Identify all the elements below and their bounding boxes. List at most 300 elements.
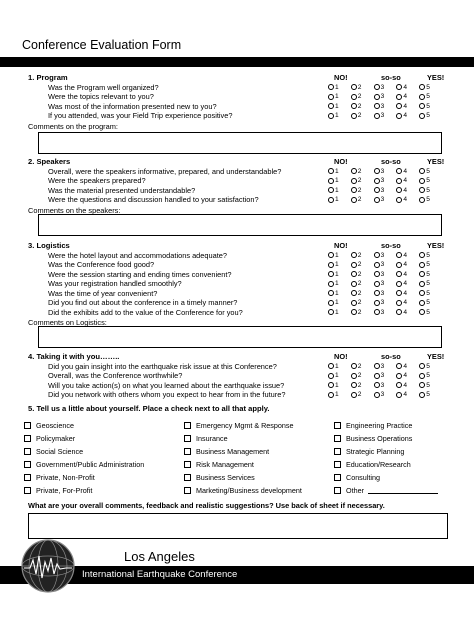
- rating-option-label: 1: [335, 112, 339, 119]
- radio-icon[interactable]: [351, 94, 357, 100]
- radio-icon[interactable]: [396, 392, 402, 398]
- rating-option-4[interactable]: [396, 186, 419, 196]
- radio-icon[interactable]: [328, 309, 334, 315]
- radio-icon[interactable]: [328, 84, 334, 90]
- radio-icon[interactable]: [328, 363, 334, 369]
- radio-icon[interactable]: [351, 84, 357, 90]
- rating-options: [328, 270, 442, 280]
- radio-icon[interactable]: [396, 94, 402, 100]
- checkbox-item[interactable]: [334, 484, 438, 497]
- radio-icon[interactable]: [419, 373, 425, 379]
- checkbox-item[interactable]: [334, 419, 438, 432]
- rating-option-1[interactable]: [328, 298, 351, 308]
- rating-option-3[interactable]: [374, 186, 397, 196]
- rating-option-3[interactable]: [374, 260, 397, 270]
- radio-icon[interactable]: [396, 103, 402, 109]
- radio-icon[interactable]: [351, 252, 357, 258]
- rating-option-label: 4: [403, 280, 408, 287]
- checkbox-item[interactable]: [184, 484, 302, 497]
- rating-option-5[interactable]: [419, 381, 442, 391]
- checkbox-icon[interactable]: [24, 461, 31, 468]
- radio-icon[interactable]: [396, 300, 402, 306]
- rating-option-2[interactable]: [351, 381, 374, 391]
- rating-option-3[interactable]: [374, 381, 397, 391]
- rating-option-label: 3: [380, 299, 385, 306]
- rating-option-3[interactable]: [374, 270, 397, 280]
- checkbox-icon[interactable]: [334, 474, 341, 481]
- radio-icon[interactable]: [351, 392, 357, 398]
- radio-icon[interactable]: [351, 178, 357, 184]
- radio-icon[interactable]: [396, 84, 402, 90]
- rating-option-4[interactable]: [396, 298, 419, 308]
- question-row: [28, 371, 448, 381]
- radio-icon[interactable]: [419, 392, 425, 398]
- rating-option-4[interactable]: [396, 195, 419, 205]
- radio-icon[interactable]: [374, 168, 380, 174]
- radio-icon[interactable]: [351, 197, 357, 203]
- rating-option-2[interactable]: [351, 308, 374, 318]
- rating-options: [328, 308, 442, 318]
- question-row: [28, 111, 448, 121]
- rating-option-label: 2: [357, 308, 362, 316]
- rating-option-1[interactable]: [328, 83, 351, 93]
- rating-option-label: 4: [403, 112, 408, 119]
- section5-heading: 5. Tell us a little about yourself. Place a check next to all that apply.: [28, 404, 270, 413]
- checkbox-item[interactable]: [334, 471, 438, 484]
- rating-option-5[interactable]: [419, 371, 442, 381]
- rating-option-label: 5: [426, 270, 430, 278]
- rating-option-label: 5: [426, 112, 430, 119]
- checkbox-item[interactable]: [24, 484, 144, 497]
- question-text: Was the Program well organized?: [48, 82, 159, 92]
- rating-option-4[interactable]: [396, 279, 419, 289]
- radio-icon[interactable]: [328, 373, 334, 379]
- radio-icon[interactable]: [328, 94, 334, 100]
- rating-option-1[interactable]: [328, 186, 351, 196]
- rating-option-1[interactable]: [328, 102, 351, 112]
- rating-option-1[interactable]: [328, 167, 351, 177]
- rating-option-3[interactable]: [374, 289, 397, 299]
- radio-icon[interactable]: [374, 252, 380, 258]
- radio-icon[interactable]: [328, 178, 334, 184]
- rating-option-label: 4: [403, 391, 408, 398]
- radio-icon[interactable]: [351, 300, 357, 306]
- rating-option-2[interactable]: [351, 83, 374, 93]
- rating-option-3[interactable]: [374, 111, 397, 121]
- question-text: Was the time of year convenient?: [48, 288, 158, 298]
- radio-icon[interactable]: [351, 373, 357, 379]
- rating-option-4[interactable]: [396, 167, 419, 177]
- rating-option-5[interactable]: [419, 176, 442, 186]
- radio-icon[interactable]: [328, 271, 334, 277]
- radio-icon[interactable]: [419, 281, 425, 287]
- radio-icon[interactable]: [396, 252, 402, 258]
- radio-icon[interactable]: [419, 187, 425, 193]
- rating-option-3[interactable]: [374, 279, 397, 289]
- overall-comments-box[interactable]: [28, 513, 448, 539]
- radio-icon[interactable]: [374, 197, 380, 203]
- rating-option-5[interactable]: [419, 279, 442, 289]
- rating-option-label: 5: [426, 391, 430, 398]
- question-text: Will you take action(s) on what you learned about the earthquake issue?: [48, 380, 285, 390]
- radio-icon[interactable]: [328, 197, 334, 203]
- rating-option-4[interactable]: [396, 260, 419, 270]
- checklist-column-1: [24, 419, 144, 497]
- other-write-in-line[interactable]: [368, 487, 438, 494]
- rating-option-5[interactable]: [419, 195, 442, 205]
- rating-option-3[interactable]: [374, 298, 397, 308]
- rating-option-2[interactable]: [351, 298, 374, 308]
- logistics-comments-box[interactable]: [38, 326, 442, 348]
- checkbox-item[interactable]: [184, 471, 302, 484]
- rating-option-4[interactable]: [396, 111, 419, 121]
- radio-icon[interactable]: [419, 363, 425, 369]
- checkbox-icon[interactable]: [24, 422, 31, 429]
- radio-icon[interactable]: [374, 373, 380, 379]
- checkbox-item[interactable]: [24, 458, 144, 471]
- rating-option-2[interactable]: [351, 195, 374, 205]
- checkbox-icon[interactable]: [24, 435, 31, 442]
- checkbox-icon[interactable]: [334, 448, 341, 455]
- question-row: [28, 362, 448, 372]
- rating-option-4[interactable]: [396, 251, 419, 261]
- checkbox-label: Strategic Planning: [346, 447, 405, 456]
- rating-option-2[interactable]: [351, 260, 374, 270]
- radio-icon[interactable]: [374, 178, 380, 184]
- radio-icon[interactable]: [351, 382, 357, 388]
- rating-option-4[interactable]: [396, 102, 419, 112]
- rating-option-2[interactable]: [351, 289, 374, 299]
- checkbox-icon[interactable]: [184, 422, 191, 429]
- rating-option-4[interactable]: [396, 308, 419, 318]
- radio-icon[interactable]: [374, 300, 380, 306]
- rating-option-1[interactable]: [328, 92, 351, 102]
- rating-option-label: 3: [380, 372, 385, 379]
- rating-option-label: 2: [357, 270, 362, 278]
- radio-icon[interactable]: [351, 103, 357, 109]
- radio-icon[interactable]: [396, 363, 402, 369]
- radio-icon[interactable]: [328, 281, 334, 287]
- radio-icon[interactable]: [351, 309, 357, 315]
- rating-option-3[interactable]: [374, 102, 397, 112]
- checkbox-icon[interactable]: [184, 487, 191, 494]
- radio-icon[interactable]: [351, 271, 357, 277]
- rating-option-label: 4: [403, 93, 408, 100]
- rating-option-2[interactable]: [351, 279, 374, 289]
- rating-option-label: 2: [357, 112, 362, 119]
- rating-option-5[interactable]: [419, 390, 442, 400]
- question-text: Were the session starting and ending times convenient?: [48, 269, 232, 279]
- rating-option-5[interactable]: [419, 270, 442, 280]
- checkbox-item[interactable]: [334, 445, 438, 458]
- radio-icon[interactable]: [419, 94, 425, 100]
- radio-icon[interactable]: [374, 271, 380, 277]
- rating-option-5[interactable]: [419, 167, 442, 177]
- radio-icon[interactable]: [374, 187, 380, 193]
- rating-option-label: 1: [335, 186, 339, 194]
- checkbox-icon[interactable]: [334, 435, 341, 442]
- radio-icon[interactable]: [351, 168, 357, 174]
- checkbox-icon[interactable]: [24, 448, 31, 455]
- radio-icon[interactable]: [328, 300, 334, 306]
- radio-icon[interactable]: [351, 262, 357, 268]
- rating-option-5[interactable]: [419, 289, 442, 299]
- rating-option-5[interactable]: [419, 186, 442, 196]
- rating-option-4[interactable]: [396, 390, 419, 400]
- radio-icon[interactable]: [328, 290, 334, 296]
- rating-option-3[interactable]: [374, 390, 397, 400]
- rating-option-2[interactable]: [351, 176, 374, 186]
- rating-option-1[interactable]: [328, 111, 351, 121]
- checkbox-icon[interactable]: [184, 435, 191, 442]
- rating-option-5[interactable]: [419, 308, 442, 318]
- speakers-comments-box[interactable]: [38, 214, 442, 236]
- checkbox-item[interactable]: [24, 471, 144, 484]
- rating-option-4[interactable]: [396, 371, 419, 381]
- rating-option-3[interactable]: [374, 167, 397, 177]
- rating-option-label: 1: [335, 289, 339, 297]
- radio-icon[interactable]: [396, 178, 402, 184]
- rating-option-3[interactable]: [374, 308, 397, 318]
- rating-option-label: 2: [357, 280, 362, 287]
- radio-icon[interactable]: [328, 187, 334, 193]
- rating-option-label: 2: [357, 391, 362, 398]
- radio-icon[interactable]: [419, 178, 425, 184]
- radio-icon[interactable]: [396, 113, 402, 119]
- radio-icon[interactable]: [396, 187, 402, 193]
- rating-option-3[interactable]: [374, 195, 397, 205]
- rating-option-1[interactable]: [328, 270, 351, 280]
- checkbox-label: Government/Public Administration: [36, 460, 145, 469]
- rating-option-5[interactable]: [419, 92, 442, 102]
- checklist-column-3: [334, 419, 438, 497]
- radio-icon[interactable]: [374, 309, 380, 315]
- radio-icon[interactable]: [419, 290, 425, 296]
- scale-label-soso: so-so: [381, 352, 401, 361]
- rating-option-4[interactable]: [396, 176, 419, 186]
- radio-icon[interactable]: [351, 363, 357, 369]
- rating-option-4[interactable]: [396, 270, 419, 280]
- rating-option-2[interactable]: [351, 186, 374, 196]
- rating-option-1[interactable]: [328, 176, 351, 186]
- rating-option-1[interactable]: [328, 279, 351, 289]
- rating-option-3[interactable]: [374, 83, 397, 93]
- radio-icon[interactable]: [396, 262, 402, 268]
- rating-option-4[interactable]: [396, 83, 419, 93]
- radio-icon[interactable]: [396, 281, 402, 287]
- program-comments-box[interactable]: [38, 132, 442, 154]
- scale-label-yes: YES!: [427, 73, 445, 82]
- rating-option-label: 5: [426, 261, 430, 268]
- radio-icon[interactable]: [396, 271, 402, 277]
- rating-option-1[interactable]: [328, 251, 351, 261]
- checkbox-icon[interactable]: [184, 448, 191, 455]
- checkbox-item[interactable]: [184, 419, 302, 432]
- globe-logo-icon: [20, 538, 76, 594]
- question-text: Did you gain insight into the earthquake risk issue at this Conference?: [48, 361, 277, 371]
- rating-option-2[interactable]: [351, 102, 374, 112]
- rating-option-4[interactable]: [396, 92, 419, 102]
- radio-icon[interactable]: [374, 392, 380, 398]
- question-row: [28, 251, 448, 261]
- radio-icon[interactable]: [374, 113, 380, 119]
- rating-option-label: 1: [335, 177, 339, 184]
- rating-option-label: 3: [380, 83, 385, 91]
- rating-option-3[interactable]: [374, 371, 397, 381]
- checkbox-icon[interactable]: [334, 422, 341, 429]
- rating-option-label: 4: [403, 381, 408, 389]
- question-row: [28, 186, 448, 196]
- radio-icon[interactable]: [374, 94, 380, 100]
- rating-option-2[interactable]: [351, 270, 374, 280]
- rating-option-5[interactable]: [419, 260, 442, 270]
- rating-option-3[interactable]: [374, 92, 397, 102]
- scale-label-soso: so-so: [381, 73, 401, 82]
- radio-icon[interactable]: [374, 103, 380, 109]
- rating-option-2[interactable]: [351, 390, 374, 400]
- rating-option-1[interactable]: [328, 289, 351, 299]
- radio-icon[interactable]: [374, 290, 380, 296]
- radio-icon[interactable]: [396, 382, 402, 388]
- rating-option-5[interactable]: [419, 83, 442, 93]
- checkbox-icon[interactable]: [334, 487, 341, 494]
- checkbox-label: Risk Management: [196, 460, 254, 469]
- rating-option-1[interactable]: [328, 260, 351, 270]
- scale-label-no: NO!: [334, 241, 348, 250]
- radio-icon[interactable]: [419, 382, 425, 388]
- radio-icon[interactable]: [396, 197, 402, 203]
- rating-option-label: 4: [403, 289, 408, 297]
- rating-option-3[interactable]: [374, 251, 397, 261]
- question-text: Was most of the information presented new to you?: [48, 101, 217, 111]
- checkbox-label: Business Services: [196, 473, 255, 482]
- radio-icon[interactable]: [396, 290, 402, 296]
- radio-icon[interactable]: [419, 309, 425, 315]
- scale-label-yes: YES!: [427, 241, 445, 250]
- radio-icon[interactable]: [419, 300, 425, 306]
- radio-icon[interactable]: [374, 382, 380, 388]
- checkbox-icon[interactable]: [334, 461, 341, 468]
- radio-icon[interactable]: [328, 252, 334, 258]
- rating-option-5[interactable]: [419, 362, 442, 372]
- rating-option-2[interactable]: [351, 92, 374, 102]
- radio-icon[interactable]: [351, 281, 357, 287]
- radio-icon[interactable]: [328, 103, 334, 109]
- rating-option-2[interactable]: [351, 167, 374, 177]
- rating-option-1[interactable]: [328, 371, 351, 381]
- checkbox-item[interactable]: [184, 445, 302, 458]
- rating-option-2[interactable]: [351, 111, 374, 121]
- radio-icon[interactable]: [419, 271, 425, 277]
- radio-icon[interactable]: [328, 382, 334, 388]
- question-row: [28, 195, 448, 205]
- rating-option-1[interactable]: [328, 390, 351, 400]
- rating-options: [328, 176, 442, 186]
- radio-icon[interactable]: [419, 168, 425, 174]
- rating-option-label: 1: [335, 299, 339, 306]
- radio-icon[interactable]: [374, 281, 380, 287]
- rating-options: [328, 102, 442, 112]
- radio-icon[interactable]: [328, 113, 334, 119]
- rating-option-label: 5: [426, 308, 430, 316]
- rating-option-1[interactable]: [328, 381, 351, 391]
- radio-icon[interactable]: [419, 103, 425, 109]
- rating-option-1[interactable]: [328, 195, 351, 205]
- checkbox-item[interactable]: [334, 432, 438, 445]
- checkbox-item[interactable]: [334, 458, 438, 471]
- rating-option-3[interactable]: [374, 176, 397, 186]
- rating-option-label: 4: [403, 251, 408, 259]
- radio-icon[interactable]: [351, 113, 357, 119]
- form-title: Conference Evaluation Form: [22, 38, 182, 52]
- rating-option-4[interactable]: [396, 289, 419, 299]
- rating-option-1[interactable]: [328, 362, 351, 372]
- radio-icon[interactable]: [419, 252, 425, 258]
- section-heading-text: 3. Logistics: [28, 241, 70, 250]
- rating-option-label: 3: [380, 381, 385, 389]
- rating-option-label: 3: [380, 196, 385, 203]
- radio-icon[interactable]: [396, 373, 402, 379]
- rating-options: [328, 83, 442, 93]
- rating-option-1[interactable]: [328, 308, 351, 318]
- checkbox-item[interactable]: [24, 432, 144, 445]
- checkbox-item[interactable]: [184, 458, 302, 471]
- rating-option-label: 5: [426, 251, 430, 259]
- rating-option-2[interactable]: [351, 371, 374, 381]
- rating-option-label: 2: [357, 93, 362, 100]
- radio-icon[interactable]: [374, 363, 380, 369]
- radio-icon[interactable]: [351, 290, 357, 296]
- checkbox-item[interactable]: [24, 419, 144, 432]
- rating-option-label: 3: [380, 112, 385, 119]
- checkbox-item[interactable]: [184, 432, 302, 445]
- radio-icon[interactable]: [396, 168, 402, 174]
- checkbox-item[interactable]: [24, 445, 144, 458]
- radio-icon[interactable]: [374, 262, 380, 268]
- radio-icon[interactable]: [351, 187, 357, 193]
- rating-option-2[interactable]: [351, 362, 374, 372]
- rating-option-2[interactable]: [351, 251, 374, 261]
- scale-label-no: NO!: [334, 352, 348, 361]
- radio-icon[interactable]: [374, 84, 380, 90]
- radio-icon[interactable]: [419, 197, 425, 203]
- rating-option-label: 5: [426, 299, 430, 306]
- checkbox-icon[interactable]: [184, 474, 191, 481]
- rating-option-5[interactable]: [419, 298, 442, 308]
- radio-icon[interactable]: [419, 113, 425, 119]
- radio-icon[interactable]: [396, 309, 402, 315]
- rating-option-label: 4: [403, 299, 408, 306]
- rating-option-label: 3: [380, 261, 385, 268]
- checkbox-icon[interactable]: [24, 487, 31, 494]
- rating-option-3[interactable]: [374, 362, 397, 372]
- radio-icon[interactable]: [419, 262, 425, 268]
- checkbox-icon[interactable]: [24, 474, 31, 481]
- rating-option-4[interactable]: [396, 381, 419, 391]
- radio-icon[interactable]: [328, 168, 334, 174]
- checkbox-icon[interactable]: [184, 461, 191, 468]
- radio-icon[interactable]: [419, 84, 425, 90]
- rating-option-4[interactable]: [396, 362, 419, 372]
- radio-icon[interactable]: [328, 262, 334, 268]
- rating-option-label: 1: [335, 102, 339, 110]
- rating-option-5[interactable]: [419, 111, 442, 121]
- rating-option-5[interactable]: [419, 251, 442, 261]
- radio-icon[interactable]: [328, 392, 334, 398]
- rating-option-label: 1: [335, 83, 339, 91]
- rating-option-5[interactable]: [419, 102, 442, 112]
- rating-option-label: 4: [403, 167, 408, 175]
